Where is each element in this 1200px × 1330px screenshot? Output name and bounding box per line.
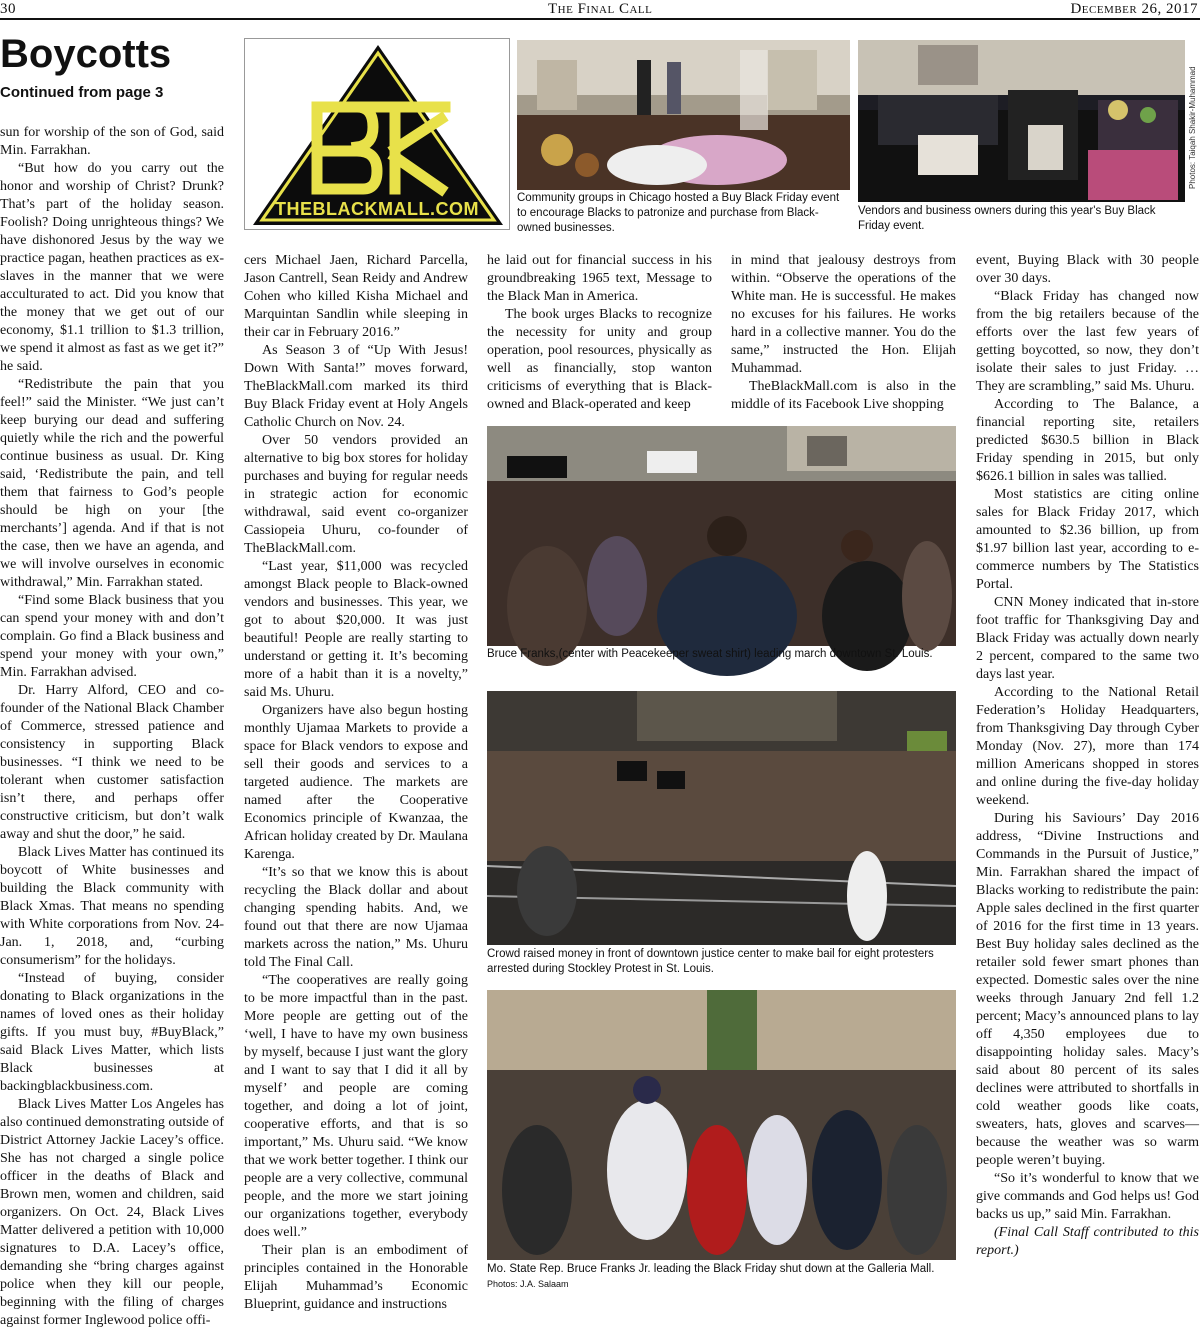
- theblackmall-logo: [244, 38, 510, 230]
- paragraph: “Last year, $11,000 was recycled amongst Black people to Black-owned vendors and businesses. This year, we got to about $20,000. It was just beautiful! People are really starting to understand or getting it. It’s becoming more of a habit than it is a novelty,” said Ms. Uhuru.: [244, 559, 468, 700]
- paragraph: Black Lives Matter has continued its boycott of White businesses and building the Black community with Black Xmas. That means no spending with White corporations from Nov. 24-Jan. 1, 2018, and, “curbing consumerism” for the holidays.: [0, 845, 224, 968]
- caption-crowd: Crowd raised money in front of downtown justice center to make bail for eight protesters arrested during Stockley Protest in St. Louis.: [487, 948, 934, 975]
- photo-crowd: [487, 691, 956, 945]
- article-headline: Boycotts: [0, 32, 172, 76]
- paragraph: The book urges Blacks to recognize the necessity for unity and group operation, pool resources, physically as well as financially, stop wanton criticisms of everything that is Black-owned and Black-operated and keep: [487, 307, 712, 412]
- paragraph: According to the National Retail Federation’s Holiday Headquarters, from Thanksgiving Day through Cyber Monday (Nov. 27), more than 174 million Americans shopped in stores and online during the five-day holiday weekend.: [976, 685, 1199, 808]
- paragraph: As Season 3 of “Up With Jesus! Down With Santa!” moves forward, TheBlackMall.com marked its third Buy Black Friday event at Holy Angels Catholic Church on Nov. 24.: [244, 343, 468, 430]
- article-column-3: [487, 252, 712, 414]
- article-column-5: [976, 252, 1199, 1298]
- page-number: 30: [0, 1, 16, 17]
- photo-chicago-event: [517, 40, 850, 190]
- paragraph: “The cooperatives are really going to be more impactful than in the past. More people are getting out of the ‘well, I have to have my own business by myself, because I just want the glory and I want to say that I did it all by myself’ and people are coming together, and doing a lot of joint, cooperative efforts, and that is so important,” Ms. Uhuru said. “We know that we work better together. I think our people are a very collective, communal people, and the more we start joining our organizations together, everybody does well.”: [244, 973, 468, 1240]
- page-header: [0, 0, 1200, 20]
- paragraph: Black Lives Matter Los Angeles has also continued demonstrating outside of District Attorney Jackie Lacey’s office. She has not charged a single police officer in the deaths of Black and Brown men, women and children, said organizers. On Oct. 24, Black Lives Matter delivered a petition with 10,000 signatures to D.A. Lacey’s office, demanding she “bring charges against police when they kill our people, beginning with the filing of charges against former Inglewood police offi-: [0, 1097, 224, 1328]
- paragraph: Their plan is an embodiment of principles contained in the Honorable Elijah Muhammad’s Economic Blueprint, guidance and instructions: [244, 1243, 468, 1312]
- caption-chicago-event: Community groups in Chicago hosted a Buy Black Friday event to encourage Blacks to patronize and purchase from Black-owned businesses.: [517, 192, 840, 234]
- caption-vendors: Vendors and business owners during this year's Buy Black Friday event.: [858, 205, 1156, 232]
- paragraph: Most statistics are citing online sales for Black Friday 2017, which amounted to $2.36 billion, up from $1.97 billion last year, according to e-commerce numbers by The Statistics Portal.: [976, 487, 1199, 592]
- paragraph: event, Buying Black with 30 people over 30 days.: [976, 253, 1199, 286]
- logo-domain-text: THEBLACKMALL.COM: [275, 199, 479, 219]
- paragraph: According to The Balance, a financial reporting site, retailers predicted $630.5 billion in Black Friday spending in 2015, but only $626.1 billion in sales was tallied.: [976, 397, 1199, 484]
- paragraph: Organizers have also begun hosting monthly Ujamaa Markets to provide a space for Black vendors to expose and sell their goods and services to a targeted audience. The markets are named after the Cooperative Economics principle of Kwanzaa, the African holiday created by Dr. Maulana Karenga.: [244, 703, 468, 862]
- paragraph: “Black Friday has changed now from the big retailers because of the efforts over the last few years of getting boycotted, so now, they don’t isolate their sales to just Friday. … They are scrambling,” said Ms. Uhuru.: [976, 289, 1199, 394]
- paragraph: Dr. Harry Alford, CEO and co-founder of the National Black Chamber of Commerce, stressed patience and consistency in supporting Black businesses. “I think we need to be tolerant when customer satisfaction isn’t there, and perhaps offer constructive criticism, but don’t walk away and shut the door,” he said.: [0, 683, 224, 842]
- paragraph: “Instead of buying, consider donating to Black organizations in the names of loved ones as their holiday gifts. If you must buy, #BuyBlack,” said Black Lives Matter, which lists Black businesses at backingblackbusiness.com.: [0, 971, 224, 1094]
- paragraph: he laid out for financial success in his groundbreaking 1965 text, Message to the Black Man in America.: [487, 253, 712, 304]
- caption-galleria-text: Mo. State Rep. Bruce Franks Jr. leading the Black Friday shut down at the Galleria Mall.: [487, 1263, 935, 1275]
- paragraph: “It’s so that we know this is about recycling the Black dollar and about changing spending habits. And, we found out that there are now Ujamaa markets across the nation,” Ms. Uhuru told The Final Call.: [244, 865, 468, 970]
- publication-name: The Final Call: [548, 1, 653, 17]
- paragraph: During his Saviours’ Day 2016 address, “Divine Instructions and Commands in the Pursuit of Justice,” Min. Farrakhan shared the impact of Blacks working to redistribute the pain: Apple sales declined in the first quarter of 2016 for the first time in 13 years. Best Buy holiday sales declined as the retailer sold fewer smart phones than expected. Domestic sales over the nine weeks through January 2nd fell 1.2 percent; Macy’s announced plans to lay off 4,350 employees due to disappointing holiday sales. Macy’s said about 80 percent of its sales declines were attributed to shortfalls in cold weather goods like coats, sweaters, hats, gloves and scarves—because the weather was so warm people weren’t buying.: [976, 811, 1199, 1168]
- issue-date: December 26, 2017: [1070, 1, 1198, 17]
- photo-vendors: [858, 40, 1185, 202]
- staff-credit: (Final Call Staff contributed to this report.): [976, 1225, 1199, 1258]
- paragraph: sun for worship of the son of God, said Min. Farrakhan.: [0, 125, 224, 158]
- photo-galleria: [487, 990, 956, 1260]
- paragraph: TheBlackMall.com is also in the middle of its Facebook Live shopping: [731, 379, 956, 412]
- paragraph: “But how do you carry out the honor and worship of Christ? Drunk? That’s part of the holiday season. Foolish? Doing unrighteous things? We have dishonored Jesus by the way we practice pagan, heathen practices as ex-slaves in the manner that we were acculturated to act. Did you know that the money that we get out of our economy, $1.1 trillion to $1.3 trillion, we spend it almost as fast as we get it?” he said.: [0, 161, 224, 374]
- paragraph: Over 50 vendors provided an alternative to big box stores for holiday purchases and buying for regular needs in strategic action for economic withdrawal, said event co-organizer Cassiopeia Uhuru, co-founder of TheBlackMall.com.: [244, 433, 468, 556]
- caption-march: Bruce Franks,(center with Peacekeeper sweat shirt) leading march downtown St. Louis.: [487, 648, 933, 660]
- photo-march: [487, 426, 956, 646]
- article-column-1: [0, 124, 224, 1328]
- paragraph: “So it’s wonderful to know that we give commands and God helps us! God backs us up,” said Min. Farrakhan.: [976, 1171, 1199, 1222]
- paragraph: CNN Money indicated that in-store foot traffic for Thanksgiving Day and Black Friday was actually down nearly 2 percent, compared to the same two days last year.: [976, 595, 1199, 682]
- paragraph: “Find some Black business that you can spend your money with and don’t complain. Go find a Black business and spend your money with your own,” Min. Farrakhan advised.: [0, 593, 224, 680]
- article-column-4: [731, 252, 956, 414]
- paragraph: “Redistribute the pain that you feel!” said the Minister. “We just can’t keep burying our dead and suffering quietly while the rich and the powerful continue business as usual. Dr. King said, ‘Redistribute the pain, and tell them that fairness to God’s people should be high on your [the merchants’] agenda. And if that is not the case, then we have an agenda, and we will involve ourselves in economic withdrawal,” Min. Farrakhan stated.: [0, 377, 224, 590]
- article-column-2: [244, 252, 468, 1312]
- photo-credit-vertical: Photos: Taiqah Shakir-Muhammad: [1188, 66, 1197, 190]
- paragraph: in mind that jealousy destroys from within. “Observe the operations of the White man. He is successful. He makes no excuses for his failures. He works hard in a collective manner. You do the same,” instructed the Hon. Elijah Muhammad.: [731, 253, 956, 376]
- paragraph: cers Michael Jaen, Richard Parcella, Jason Cantrell, Sean Reidy and Andrew Cohen who killed Kisha Michael and Marquintan Sandlin while sleeping in their car in February 2016.”: [244, 253, 468, 340]
- caption-galleria: [487, 1262, 956, 1292]
- continued-from-label: Continued from page 3: [0, 84, 164, 101]
- caption-galleria-credit: Photos: J.A. Salaam: [487, 1279, 569, 1289]
